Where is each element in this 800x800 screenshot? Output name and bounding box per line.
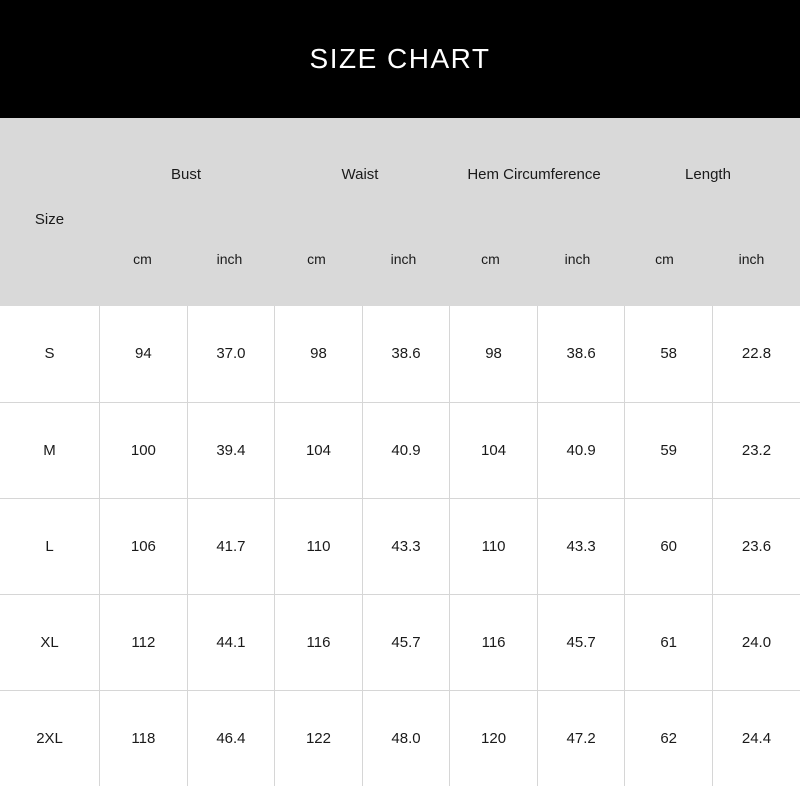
cell-waist-cm: 110: [275, 498, 363, 594]
cell-bust-inch: 44.1: [187, 594, 275, 690]
cell-length-inch: 23.6: [712, 498, 800, 594]
cell-hem-cm: 120: [450, 690, 538, 786]
cell-size: L: [0, 498, 100, 594]
cell-bust-inch: 37.0: [187, 306, 275, 402]
cell-waist-inch: 38.6: [362, 306, 450, 402]
cell-waist-inch: 40.9: [362, 402, 450, 498]
size-table: [0, 306, 800, 786]
cell-length-cm: 62: [625, 690, 713, 786]
cell-waist-cm: 104: [275, 402, 363, 498]
size-table-area: [0, 306, 800, 800]
cell-length-cm: 60: [625, 498, 713, 594]
cell-hem-cm: 98: [450, 306, 538, 402]
cell-size: M: [0, 402, 100, 498]
column-group-length: Length: [685, 165, 731, 183]
title-bar: [0, 0, 800, 118]
unit-header-length-cm: cm: [655, 251, 674, 267]
cell-bust-inch: 41.7: [187, 498, 275, 594]
cell-hem-inch: 43.3: [537, 498, 625, 594]
cell-hem-inch: 40.9: [537, 402, 625, 498]
cell-bust-inch: 46.4: [187, 690, 275, 786]
page-title: SIZE CHART: [309, 43, 491, 74]
cell-length-inch: 23.2: [712, 402, 800, 498]
unit-header-bust-inch: inch: [216, 251, 243, 267]
cell-bust-cm: 118: [100, 690, 188, 786]
unit-header-waist-inch: inch: [390, 251, 417, 267]
column-group-hem-circumference: Hem Circumference: [467, 165, 601, 183]
cell-size: XL: [0, 594, 100, 690]
table-row: [0, 306, 800, 402]
table-row: [0, 690, 800, 786]
column-group-waist: Waist: [341, 165, 379, 183]
table-row: [0, 402, 800, 498]
column-group-bust: Bust: [170, 165, 201, 183]
cell-waist-inch: 45.7: [362, 594, 450, 690]
unit-header-waist-cm: cm: [307, 251, 326, 267]
cell-waist-cm: 98: [275, 306, 363, 402]
cell-bust-cm: 106: [100, 498, 188, 594]
cell-waist-inch: 48.0: [362, 690, 450, 786]
cell-length-inch: 24.0: [712, 594, 800, 690]
cell-bust-cm: 100: [100, 402, 188, 498]
cell-hem-cm: 110: [450, 498, 538, 594]
cell-length-cm: 61: [625, 594, 713, 690]
cell-length-inch: 24.4: [741, 729, 772, 747]
cell-length-cm: 59: [625, 402, 713, 498]
unit-header-length-inch: inch: [738, 251, 765, 267]
cell-length-cm: 58: [625, 306, 713, 402]
cell-bust-inch: 39.4: [187, 402, 275, 498]
cell-size: S: [0, 306, 100, 402]
unit-header-hem-cm: cm: [481, 251, 500, 267]
cell-hem-cm: 104: [450, 402, 538, 498]
cell-hem-cm: 116: [450, 594, 538, 690]
cell-waist-inch: 43.3: [362, 498, 450, 594]
cell-bust-cm: 94: [100, 306, 188, 402]
cell-bust-cm: 112: [100, 594, 188, 690]
cell-waist-cm: 122: [275, 690, 363, 786]
column-header-size: Size: [34, 210, 65, 228]
cell-length-inch: 22.8: [712, 306, 800, 402]
unit-header-bust-cm: cm: [133, 251, 152, 267]
cell-size: 2XL: [0, 690, 100, 786]
cell-waist-cm: 116: [275, 594, 363, 690]
unit-header-hem-inch: inch: [564, 251, 591, 267]
cell-hem-inch: 47.2: [537, 690, 625, 786]
table-row: [0, 498, 800, 594]
table-row: [0, 594, 800, 690]
table-header-block: [0, 118, 800, 306]
cell-hem-inch: 45.7: [537, 594, 625, 690]
cell-hem-inch: 38.6: [537, 306, 625, 402]
